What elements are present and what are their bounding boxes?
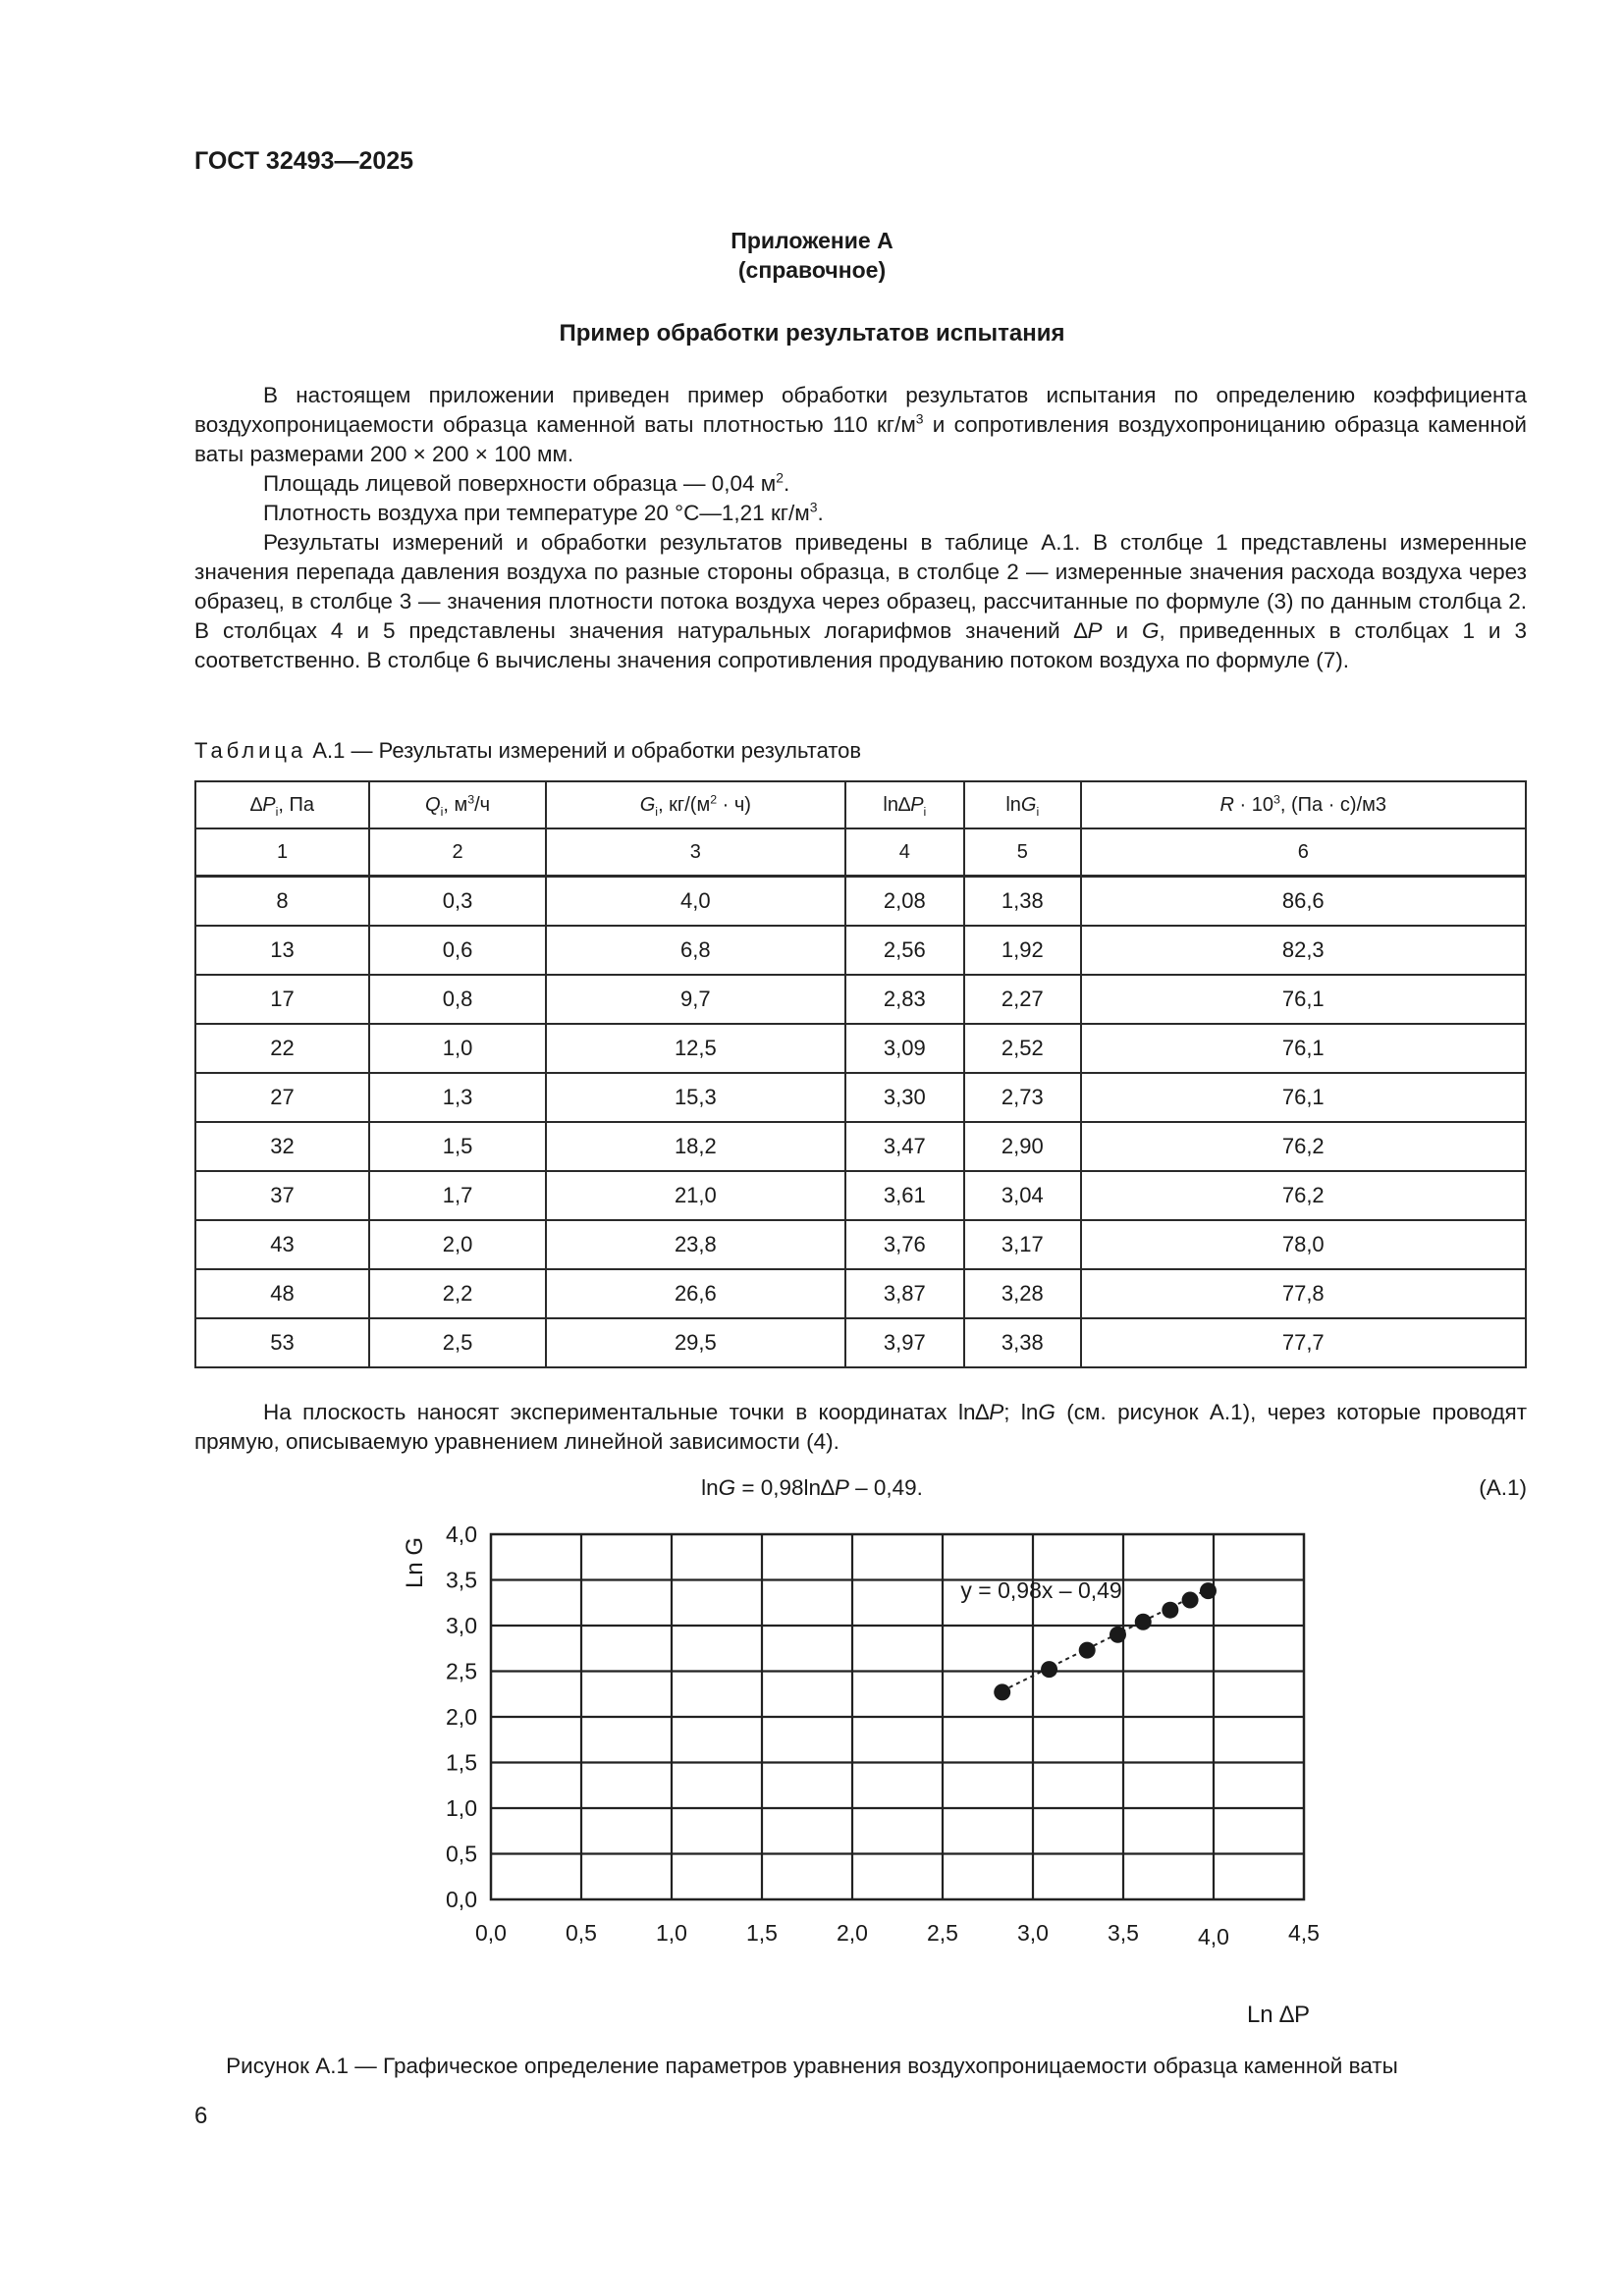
table-body (195, 877, 1526, 1368)
data-point (1110, 1627, 1126, 1643)
y-tick-label: 1,0 (446, 1795, 477, 1821)
x-tick-label: 4,5 (1288, 1920, 1320, 1946)
table-cell: 3,17 (964, 1220, 1081, 1269)
figure-intro-text (194, 1398, 1527, 1457)
intro-text (194, 381, 1527, 675)
table-cell: 1,5 (369, 1122, 546, 1171)
table-column-number-cell: 5 (964, 828, 1081, 877)
table-cell: 2,90 (964, 1122, 1081, 1171)
table-cell: 3,38 (964, 1318, 1081, 1367)
y-tick-label: 4,0 (446, 1522, 477, 1547)
table-cell: 1,0 (369, 1024, 546, 1073)
table-cell: 0,6 (369, 926, 546, 975)
table-cell: 2,73 (964, 1073, 1081, 1122)
table-cell: 77,7 (1081, 1318, 1526, 1367)
results-table (194, 780, 1527, 1368)
table-cell: 15,3 (546, 1073, 845, 1122)
table-cell: 3,30 (845, 1073, 964, 1122)
y-tick-label: 1,5 (446, 1749, 477, 1776)
table-header-cell: $\ln\Delta P_i$ (845, 781, 964, 828)
table-cell: 1,92 (964, 926, 1081, 975)
table-column-number-cell: 2 (369, 828, 546, 877)
table-column-number-cell: 3 (546, 828, 845, 877)
x-tick-label: 3,0 (1017, 1920, 1049, 1946)
y-tick-label: 2,5 (446, 1658, 477, 1684)
table-cell: 3,87 (845, 1269, 964, 1318)
y-tick-label: 3,5 (446, 1567, 477, 1593)
table-cell: 13 (195, 926, 369, 975)
table-cell: 76,1 (1081, 1073, 1526, 1122)
table-cell: 9,7 (546, 975, 845, 1024)
table-row (195, 877, 1526, 927)
table-cell: 12,5 (546, 1024, 845, 1073)
table-cell: 76,1 (1081, 1024, 1526, 1073)
table-row (195, 1073, 1526, 1122)
figure-caption: Рисунок А.1 — Графическое определение параметров уравнения воздухопроницаемости образца каменной ваты (226, 2054, 1398, 2078)
table-cell: 4,0 (546, 877, 845, 927)
table-caption: Таблица А.1 — Результаты измерений и обработки результатов (194, 738, 862, 763)
x-tick-label: 1,5 (746, 1920, 778, 1946)
table-cell: 6,8 (546, 926, 845, 975)
table-cell: 3,47 (845, 1122, 964, 1171)
data-point (1135, 1614, 1152, 1630)
table-row (195, 1220, 1526, 1269)
table-cell: 3,09 (845, 1024, 964, 1073)
table-cell: 18,2 (546, 1122, 845, 1171)
x-tick-label: 0,5 (566, 1920, 597, 1946)
trendline-equation-label: y = 0,98x – 0,49 (960, 1577, 1122, 1604)
intro-paragraph-2: Площадь лицевой поверхности образца — 0,04 $м^2$. (263, 469, 790, 496)
appendix-title: Приложение А (731, 228, 893, 253)
table-cell: 22 (195, 1024, 369, 1073)
table-cell: 37 (195, 1171, 369, 1220)
table-column-numbers-row (195, 828, 1526, 877)
table-cell: 29,5 (546, 1318, 845, 1367)
data-point (1162, 1602, 1178, 1619)
appendix-status: (справочное) (737, 257, 887, 283)
table-cell: 43 (195, 1220, 369, 1269)
data-point (1200, 1582, 1217, 1599)
table-cell: 23,8 (546, 1220, 845, 1269)
x-tick-label: 0,0 (475, 1920, 507, 1946)
table-cell: 1,3 (369, 1073, 546, 1122)
data-point (1182, 1591, 1199, 1608)
table-header-cell: $\Delta P_i$, Па (195, 781, 369, 828)
table-row (195, 1171, 1526, 1220)
table-cell: 82,3 (1081, 926, 1526, 975)
table-cell: 3,76 (845, 1220, 964, 1269)
table-row (195, 1024, 1526, 1073)
table-cell: 2,2 (369, 1269, 546, 1318)
table-cell: 26,6 (546, 1269, 845, 1318)
table-row (195, 975, 1526, 1024)
intro-paragraph-4: Результаты измерений и обработки результатов приведены в таблице А.1. В столбце 1 представлены измеренные значения перепада давления воздуха по разные стороны образца, в столбце 2 — измеренные значения расхода воздуха через образец, в столбце 3 — значения плотности потока воздуха через образец, рассчитанные по формуле (3) по данным столбца 2. В столбцах 4 и 5 представлены значения натуральных логарифмов значений ∆P и G, приведенных в столбцах 1 и 3 соответственно. В столбце 6 вычислены значения сопротивления продуванию потоком воздуха по формуле (7). (194, 530, 1527, 672)
table-cell: 3,28 (964, 1269, 1081, 1318)
y-tick-label: 2,0 (446, 1704, 477, 1730)
x-tick-label: 2,5 (927, 1920, 958, 1946)
data-point (994, 1683, 1010, 1700)
figure-intro-paragraph: На плоскость наносят экспериментальные точки в координатах ln∆P; lnG (см. рисунок А.1), через которые проводят прямую, описываемую уравнением линейной зависимости (4). (194, 1400, 1527, 1454)
table-header-row (195, 781, 1526, 828)
table-column-number-cell: 6 (1081, 828, 1526, 877)
equation-number: (А.1) (1479, 1475, 1527, 1500)
data-point (1041, 1661, 1057, 1678)
table-cell: 1,7 (369, 1171, 546, 1220)
table-cell: 48 (195, 1269, 369, 1318)
table-cell: 3,61 (845, 1171, 964, 1220)
table-cell: 27 (195, 1073, 369, 1122)
y-tick-label: 0,0 (446, 1887, 477, 1912)
table-cell: 76,1 (1081, 975, 1526, 1024)
table-header-cell: $Q_i$, $м^3/ч$ (369, 781, 546, 828)
table-cell: 2,08 (845, 877, 964, 927)
table-cell: 3,97 (845, 1318, 964, 1367)
scatter-chart (373, 1512, 1355, 2042)
table-header-cell: lnG$_i$ (964, 781, 1081, 828)
table-cell: 17 (195, 975, 369, 1024)
document-code: ГОСТ 32493—2025 (194, 147, 414, 175)
table-cell: 76,2 (1081, 1122, 1526, 1171)
x-tick-label: 2,0 (837, 1920, 868, 1946)
section-title: Пример обработки результатов испытания (559, 320, 1065, 347)
table-cell: 21,0 (546, 1171, 845, 1220)
x-tick-label: 1,0 (656, 1920, 687, 1946)
table-cell: 53 (195, 1318, 369, 1367)
y-tick-label: 0,5 (446, 1841, 477, 1867)
intro-paragraph-1: В настоящем приложении приведен пример обработки результатов испытания по определению коэффициента воздухопроницаемости образца каменной ваты плотностью 110 $кг/м^3$ и сопротивления воздухопроницанию образца каменной ваты размерами 200 × 200 × 100 мм. (194, 383, 1527, 466)
table-cell: 78,0 (1081, 1220, 1526, 1269)
table-cell: 1,38 (964, 877, 1081, 927)
table-cell: 3,04 (964, 1171, 1081, 1220)
table-cell: 77,8 (1081, 1269, 1526, 1318)
table-cell: 2,83 (845, 975, 964, 1024)
intro-paragraph-3: Плотность воздуха при температуре 20 °С—1,21 $кг/м^3$. (263, 499, 824, 525)
table-cell: 86,6 (1081, 877, 1526, 927)
table-cell: 2,5 (369, 1318, 546, 1367)
table-cell: 76,2 (1081, 1171, 1526, 1220)
table-cell: 2,56 (845, 926, 964, 975)
data-point (1079, 1642, 1096, 1659)
equation: lnG = 0,98ln∆P – 0,49. (701, 1475, 923, 1500)
table-row (195, 926, 1526, 975)
table-row (195, 1122, 1526, 1171)
table-cell: 2,27 (964, 975, 1081, 1024)
table-cell: 2,52 (964, 1024, 1081, 1073)
table-row (195, 1269, 1526, 1318)
table-header-cell: $R \cdot 10^3$, (Па · с)/м3 (1081, 781, 1526, 828)
table-row (195, 1318, 1526, 1367)
table-cell: 2,0 (369, 1220, 546, 1269)
page-number: 6 (194, 2103, 208, 2129)
table-cell: 0,3 (369, 877, 546, 927)
table-column-number-cell: 4 (845, 828, 964, 877)
table-cell: 8 (195, 877, 369, 927)
y-axis-label: Ln G (402, 1536, 428, 1589)
y-tick-label: 3,0 (446, 1613, 477, 1638)
table-header-cell: $G_i$, $кг/(м^2 \cdot ч)$ (546, 781, 845, 828)
x-axis-label: Ln ∆P (1246, 2002, 1310, 2028)
table-cell: 0,8 (369, 975, 546, 1024)
table-cell: 32 (195, 1122, 369, 1171)
x-tick-label: 4,0 (1198, 1924, 1229, 1949)
x-tick-label: 3,5 (1108, 1920, 1139, 1946)
table-column-number-cell: 1 (195, 828, 369, 877)
